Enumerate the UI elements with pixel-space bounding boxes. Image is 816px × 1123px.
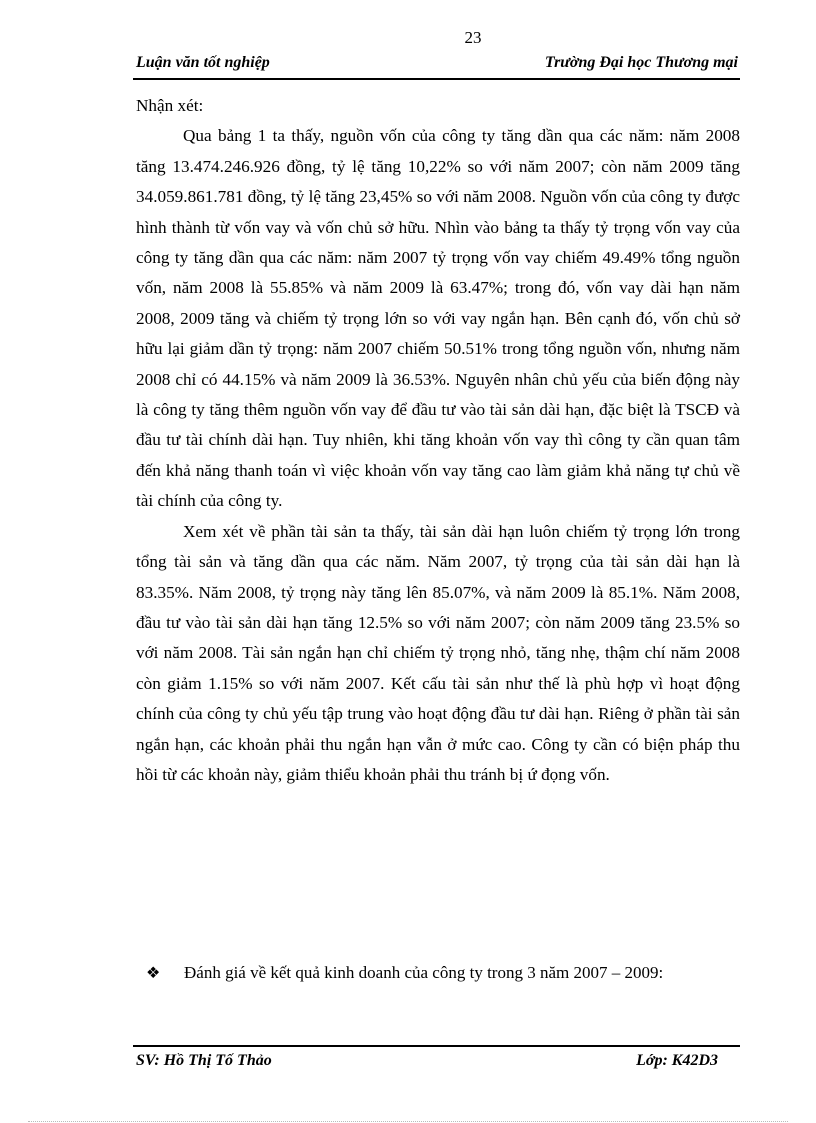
bullet-text: Đánh giá về kết quả kinh doanh của công ty trong 3 năm 2007 – 2009: [184,963,664,982]
header-university: Trường Đại học Thương mại [544,54,738,71]
page-edge-divider [28,1121,788,1122]
diamond-bullet-icon: ❖ [146,965,161,982]
footer-class: Lớp: K42D3 [636,1052,718,1069]
paragraph-capital-analysis: Qua bảng 1 ta thấy, nguồn vốn của công ty tăng dần qua các năm: năm 2008 tăng 13.474.246.926 đồng, tỷ lệ tăng 10,22% so với năm 2007; còn năm 2009 tăng 34.059.861.781 đồng, tỷ lệ tăng 23,45% so với năm 2008. Nguồn vốn của công ty được hình thành từ vốn vay và vốn chủ sở hữu. Nhìn vào bảng ta thấy tỷ trọng vốn vay của công ty tăng dần qua các năm: năm 2007 tỷ trọng vốn vay chiếm 49.49% tổng nguồn vốn, năm 2008 là 55.85% và năm 2009 là 63.47%; trong đó, vốn vay dài hạn năm 2008, 2009 tăng và chiếm tỷ trọng lớn so với vay ngắn hạn. Bên cạnh đó, vốn chủ sở hữu lại giảm dần tỷ trọng: năm 2007 chiếm 50.51% trong tổng nguồn vốn, nhưng năm 2008 chỉ có 44.15% và năm 2009 là 36.53%. Nguyên nhân chủ yếu của biến động này là công ty tăng thêm nguồn vốn vay để đầu tư vào tài sản dài hạn, đặc biệt là TSCĐ và đầu tư tài chính dài hạn. Tuy nhiên, khi tăng khoản vốn vay thì công ty cần quan tâm đến khả năng thanh toán vì việc khoản vốn vay tăng cao làm giảm khả năng tự chủ về tài chính của công ty. [136,126,740,511]
document-body [136,91,740,790]
page-footer [133,1045,740,1069]
paragraph-asset-analysis: Xem xét về phần tài sản ta thấy, tài sản dài hạn luôn chiếm tỷ trọng lớn trong tổng tài sản và tăng dần qua các năm. Năm 2007, tỷ trọng của tài sản dài hạn là 83.35%. Năm 2008, tỷ trọng này tăng lên 85.07%, và năm 2009 là 85.1%. Năm 2008, đầu tư vào tài sản dài hạn tăng 12.5% so với năm 2007; còn năm 2009 tăng 23.5% so với năm 2008. Tài sản ngắn hạn chỉ chiếm tỷ trọng nhỏ, tăng nhẹ, thậm chí năm 2008 còn giảm 1.15% so với năm 2007. Kết cấu tài sản như thế là phù hợp vì hoạt động chính của công ty chủ yếu tập trung vào hoạt động đầu tư dài hạn. Riêng ở phần tài sản ngắn hạn, các khoản phải thu ngắn hạn vẫn ở mức cao. Công ty cần có biện pháp thu hồi từ các khoản này, giảm thiểu khoản phải thu tránh bị ứ đọng vốn. [136,521,740,784]
header-thesis-title: Luận văn tốt nghiệp [136,54,270,71]
section-heading: Nhận xét: [136,96,204,115]
footer-student-name: SV: Hồ Thị Tố Thảo [136,1052,272,1069]
page-number: 23 [464,28,482,47]
page-header [133,54,740,80]
